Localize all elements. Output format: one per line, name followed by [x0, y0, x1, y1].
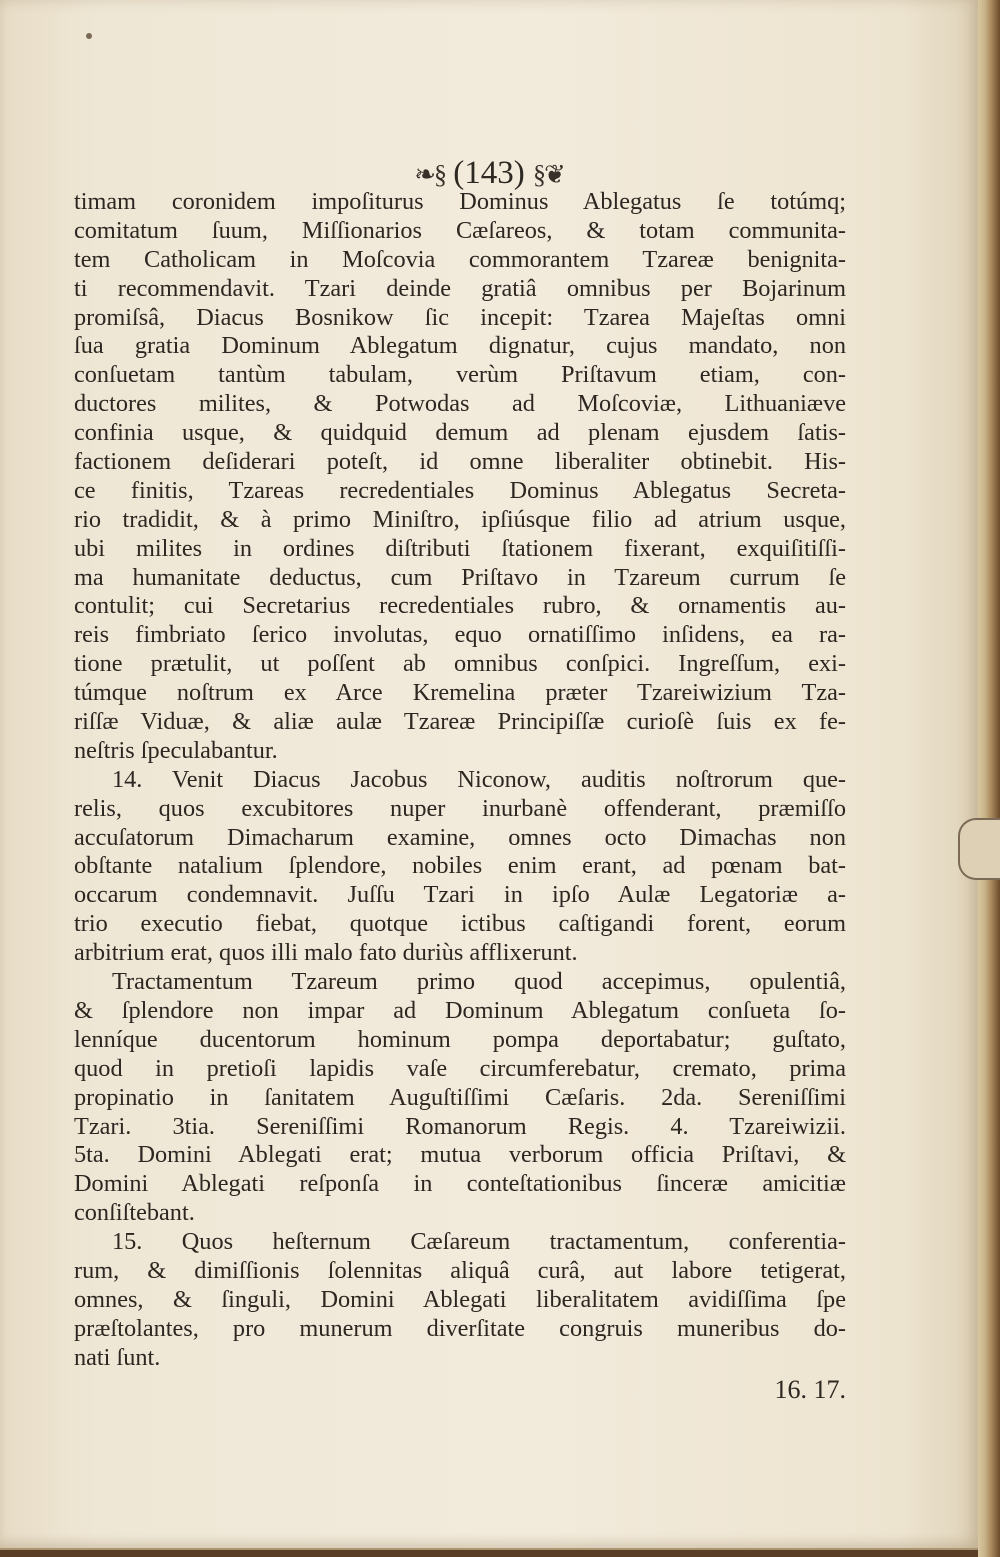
text-line: comitatum ſuum, Miſſionarios Cæſareos, & totam communita- [74, 216, 846, 244]
left-ornament-icon: ❧§ [414, 160, 445, 189]
text-line: túmque noſtrum ex Arce Kremelina præter Tzareiwizium Tza- [74, 679, 846, 707]
text-line: nati ſunt. [74, 1343, 161, 1371]
text-line: 5ta. Domini Ablegati erat; mutua verborum officia Priſtavi, & [74, 1141, 846, 1169]
text-line: Tractamentum Tzareum primo quod accepimus, opulentiâ, [112, 968, 846, 996]
text-line: rio tradidit, & à primo Miniſtro, ipſiúsque filio ad atrium usque, [74, 505, 846, 533]
text-line: arbitrium erat, quos illi malo fato duriùs afflixerunt. [74, 939, 578, 967]
text-line: accuſatorum Dimacharum examine, omnes octo Dimachas non [74, 823, 846, 851]
text-line: ſua gratia Dominum Ablegatum dignatur, cujus mandato, non [74, 332, 846, 360]
text-line: Domini Ablegati reſponſa in conteſtationibus ſinceræ amicitiæ [74, 1170, 846, 1198]
text-line: omnes, & ſinguli, Domini Ablegati liberalitatem avidiſſima ſpe [74, 1285, 846, 1313]
text-line: reis fimbriato ſerico involutas, equo ornatiſſimo inſidens, ea ra- [74, 621, 846, 649]
text-line: confinia usque, & quidquid demum ad plenam ejusdem ſatis- [74, 419, 846, 447]
text-line: riſſæ Viduæ, & aliæ aulæ Tzareæ Principiſſæ curioſè ſuis ex fe- [74, 708, 846, 736]
text-line: rum, & dimiſſionis ſolennitas aliquâ curâ, aut labore tetigerat, [74, 1256, 846, 1284]
page-edge [978, 0, 1000, 1557]
text-line: ti recommendavit. Tzari deinde gratiâ omnibus per Bojarinum [74, 274, 846, 302]
text-line: & ſplendore non impar ad Dominum Ablegatum conſueta ſo- [74, 996, 846, 1024]
text-line: quod in pretioſi lapidis vaſe circumferebatur, cremato, prima [74, 1054, 846, 1082]
text-line: 15. Quos heſternum Cæſareum tractamentum, conferentia- [112, 1228, 846, 1256]
text-line: ubi milites in ordines diſtributi ſtationem fixerant, exquiſitiſſi- [74, 534, 846, 562]
thumb-tab [958, 818, 1000, 880]
text-line: 14. Venit Diacus Jacobus Niconow, auditis noſtrorum que- [112, 765, 846, 793]
text-line: lenníque ducentorum hominum pompa deportabatur; guſtato, [74, 1025, 846, 1053]
text-line: neſtris ſpeculabantur. [74, 736, 278, 764]
right-ornament-icon: §❦ [532, 160, 564, 189]
text-line: tione prætulit, ut poſſent ab omnibus conſpici. Ingreſſum, exi- [74, 650, 846, 678]
text-line: contulit; cui Secretarius recredentiales rubro, & ornamentis au- [74, 592, 846, 620]
text-line: tem Catholicam in Moſcovia commorantem Tzareæ benignita- [74, 245, 846, 273]
text-line: factionem deſiderari poteſt, id omne liberaliter obtinebit. His- [74, 448, 846, 476]
text-line: ma humanitate deductus, cum Priſtavo in Tzareum currum ſe [74, 563, 846, 591]
text-line: propinatio in ſanitatem Auguſtiſſimi Cæſaris. 2da. Sereniſſimi [74, 1083, 846, 1111]
body-text [74, 188, 846, 1373]
text-line: trio executio fiebat, quotque ictibus caſtigandi forent, eorum [74, 910, 846, 938]
text-line: promiſsâ, Diacus Bosnikow ſic incepit: Tzarea Majeſtas omni [74, 303, 846, 331]
text-line: præſtolantes, pro munerum diverſitate congruis muneribus do- [74, 1314, 846, 1342]
text-line: Tzari. 3tia. Sereniſſimi Romanorum Regis. 4. Tzareiwizii. [74, 1112, 846, 1140]
text-line: conſiſtebant. [74, 1199, 195, 1227]
text-line: ductores milites, & Potwodas ad Moſcoviæ, Lithuaniæve [74, 390, 846, 418]
catchword: 16. 17. [774, 1375, 846, 1404]
text-line: conſuetam tantùm tabulam, verùm Priſtavum etiam, con- [74, 361, 846, 389]
text-line: ce finitis, Tzareas recredentiales Dominus Ablegatus Secreta- [74, 476, 846, 504]
text-line: timam coronidem impoſiturus Dominus Ablegatus ſe totúmq; [74, 188, 846, 215]
text-line: obſtante natalium ſplendore, nobiles enim erant, ad pœnam bat- [74, 852, 846, 880]
ink-speck [86, 33, 92, 39]
text-line: relis, quos excubitores nuper inurbanè offenderant, præmiſſo [74, 794, 846, 822]
page-number: (143) [453, 155, 525, 191]
text-line: occarum condemnavit. Juſſu Tzari in ipſo Aulæ Legatoriæ a- [74, 881, 846, 909]
